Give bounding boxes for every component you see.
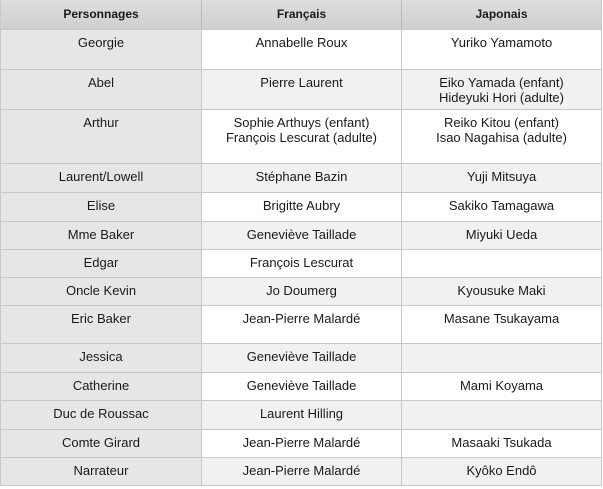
voice-actor-name: Masane Tsukayama bbox=[443, 311, 560, 326]
voice-actor-name: Sophie Arthuys (enfant) bbox=[233, 115, 370, 130]
table-row bbox=[1, 163, 601, 192]
voice-actor-name: Eiko Yamada (enfant) bbox=[439, 75, 564, 90]
character-cell: Arthur bbox=[1, 110, 201, 163]
voice-actor-name: Pierre Laurent bbox=[260, 75, 343, 90]
character-cell: Jessica bbox=[1, 344, 201, 372]
character-cell: Abel bbox=[1, 70, 201, 109]
voice-actor-name: François Lescurat bbox=[249, 255, 354, 270]
japanese-voice-cell bbox=[401, 110, 601, 163]
japanese-voice-cell bbox=[401, 458, 601, 485]
table-row bbox=[1, 305, 601, 343]
voice-actor-name: Annabelle Roux bbox=[255, 35, 348, 50]
japanese-voice-cell bbox=[401, 401, 601, 429]
voice-actor-name: Geneviève Taillade bbox=[246, 349, 357, 364]
japanese-voice-cell bbox=[401, 222, 601, 249]
japanese-voice-cell bbox=[401, 30, 601, 69]
voice-actor-name: Brigitte Aubry bbox=[262, 198, 341, 213]
table-row bbox=[1, 69, 601, 109]
voice-actor-name: Mami Koyama bbox=[459, 378, 544, 393]
table-row bbox=[1, 249, 601, 277]
table-row bbox=[1, 192, 601, 221]
table-row bbox=[1, 429, 601, 457]
french-voice-cell bbox=[201, 344, 401, 372]
voice-actor-name: Sakiko Tamagawa bbox=[448, 198, 555, 213]
character-cell: Elise bbox=[1, 193, 201, 221]
voice-actor-name: Jean-Pierre Malardé bbox=[242, 463, 361, 478]
french-voice-cell bbox=[201, 164, 401, 192]
japanese-voice-cell bbox=[401, 278, 601, 305]
japanese-voice-cell bbox=[401, 70, 601, 109]
french-voice-cell bbox=[201, 401, 401, 429]
table-row bbox=[1, 221, 601, 249]
french-voice-cell bbox=[201, 250, 401, 277]
voice-actor-name: Jean-Pierre Malardé bbox=[242, 311, 361, 326]
voice-actor-name: Reiko Kitou (enfant) bbox=[444, 115, 559, 130]
french-voice-cell bbox=[201, 430, 401, 457]
character-cell: Oncle Kevin bbox=[1, 278, 201, 305]
table-row bbox=[1, 29, 601, 69]
voice-actor-name: Yuriko Yamamoto bbox=[450, 35, 553, 50]
character-cell: Laurent/Lowell bbox=[1, 164, 201, 192]
table-row bbox=[1, 400, 601, 429]
table-row bbox=[1, 372, 601, 400]
voice-actor-name: Jean-Pierre Malardé bbox=[242, 435, 361, 450]
japanese-voice-cell bbox=[401, 306, 601, 343]
french-voice-cell bbox=[201, 30, 401, 69]
voice-actor-name: Hideyuki Hori (adulte) bbox=[439, 90, 564, 105]
japanese-voice-cell bbox=[401, 193, 601, 221]
character-cell: Georgie bbox=[1, 30, 201, 69]
french-voice-cell bbox=[201, 110, 401, 163]
japanese-voice-cell bbox=[401, 250, 601, 277]
french-voice-cell bbox=[201, 373, 401, 400]
table-row bbox=[1, 343, 601, 372]
column-header-characters: Personnages bbox=[63, 7, 139, 21]
table-row bbox=[1, 457, 601, 485]
voice-actor-name: Stéphane Bazin bbox=[255, 169, 348, 184]
voice-actor-name: Miyuki Ueda bbox=[465, 227, 538, 242]
french-voice-cell bbox=[201, 70, 401, 109]
voice-actor-name: Jo Doumerg bbox=[266, 283, 337, 298]
voice-actor-name: Kyousuke Maki bbox=[457, 283, 546, 298]
voice-actor-name: Isao Nagahisa (adulte) bbox=[436, 130, 567, 145]
column-header-japanese: Japonais bbox=[401, 0, 601, 29]
french-voice-cell bbox=[201, 458, 401, 485]
japanese-voice-cell bbox=[401, 373, 601, 400]
table-row bbox=[1, 109, 601, 163]
voice-actor-name: Kyôko Endô bbox=[466, 463, 537, 478]
voice-actor-name: Yuji Mitsuya bbox=[466, 169, 537, 184]
voice-actor-name: Geneviève Taillade bbox=[246, 227, 357, 242]
character-cell: Catherine bbox=[1, 373, 201, 400]
voice-actor-name: Geneviève Taillade bbox=[246, 378, 357, 393]
japanese-voice-cell bbox=[401, 430, 601, 457]
character-cell: Eric Baker bbox=[1, 306, 201, 343]
french-voice-cell bbox=[201, 222, 401, 249]
table-row bbox=[1, 277, 601, 305]
character-cell: Comte Girard bbox=[1, 430, 201, 457]
character-cell: Duc de Roussac bbox=[1, 401, 201, 429]
japanese-voice-cell bbox=[401, 344, 601, 372]
character-cell: Narrateur bbox=[1, 458, 201, 485]
french-voice-cell bbox=[201, 306, 401, 343]
character-cell: Mme Baker bbox=[1, 222, 201, 249]
column-header-french: Français bbox=[201, 0, 401, 29]
table-header-row bbox=[1, 0, 601, 29]
table-body bbox=[1, 29, 601, 485]
japanese-voice-cell bbox=[401, 164, 601, 192]
voice-actor-name: Laurent Hilling bbox=[259, 406, 344, 421]
voice-actor-name: François Lescurat (adulte) bbox=[225, 130, 377, 145]
character-cell: Edgar bbox=[1, 250, 201, 277]
french-voice-cell bbox=[201, 278, 401, 305]
voice-actor-name: Masaaki Tsukada bbox=[451, 435, 552, 450]
french-voice-cell bbox=[201, 193, 401, 221]
